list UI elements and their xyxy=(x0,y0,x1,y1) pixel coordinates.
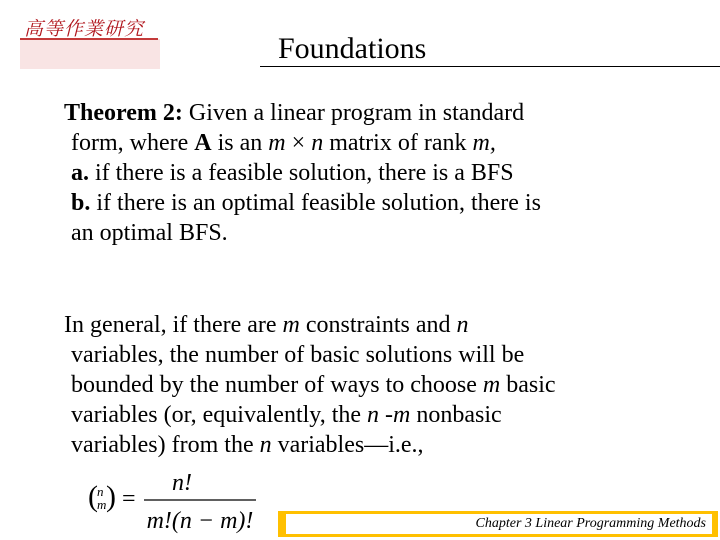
theorem-line-2 xyxy=(64,128,664,158)
page-title: Foundations xyxy=(278,32,427,65)
var-m: m, xyxy=(472,130,496,156)
fraction-denominator: m!(n − m)! xyxy=(146,508,254,534)
part-a-text: if there is a feasible solution, there is a BFS xyxy=(89,160,514,186)
matrix-symbol: A xyxy=(194,130,212,156)
theorem-text: matrix of rank xyxy=(323,130,473,156)
binomial-bottom: m xyxy=(97,497,107,512)
theorem-text: form, where xyxy=(71,130,195,156)
var-n: n xyxy=(311,130,324,156)
var-n: n xyxy=(259,432,272,458)
theorem-text: is an xyxy=(211,130,269,156)
general-line-2: variables, the number of basic solutions will be xyxy=(71,342,525,368)
title-rule xyxy=(260,66,720,67)
times-symbol: × xyxy=(285,130,312,156)
general-text: - xyxy=(379,402,394,428)
footer-bar xyxy=(278,511,718,537)
logo: 高等作業研究 xyxy=(24,18,145,40)
general-text: constraints and xyxy=(299,312,457,338)
footer-label: Chapter 3 Linear Programming Methods xyxy=(286,514,712,534)
theorem-part-a xyxy=(64,158,664,188)
theorem-block xyxy=(64,98,664,248)
general-text: variables—i.e., xyxy=(271,432,424,458)
binomial-formula xyxy=(88,466,268,536)
fraction-numerator: n! xyxy=(172,470,192,496)
general-text: variables) from the xyxy=(71,432,260,458)
equals-sign: = xyxy=(122,486,136,512)
part-a-label: a. xyxy=(71,160,89,186)
general-text: In general, if there are xyxy=(64,312,283,338)
general-block xyxy=(64,310,664,460)
general-line-1 xyxy=(64,310,664,340)
binomial-paren-right: ) xyxy=(106,480,116,513)
general-text: nonbasic xyxy=(410,402,502,428)
var-m: m xyxy=(268,130,286,156)
theorem-part-b xyxy=(64,188,664,218)
general-text: basic xyxy=(500,372,556,398)
binomial-top: n xyxy=(97,484,104,499)
binomial-paren-left: ( xyxy=(88,480,98,513)
part-b-text: if there is an optimal feasible solution, there is xyxy=(90,190,541,216)
var-n: n xyxy=(367,402,380,428)
general-line-3 xyxy=(64,370,664,400)
general-text: bounded by the number of ways to choose xyxy=(71,372,483,398)
var-n: n xyxy=(456,312,469,338)
theorem-part-b-cont: an optimal BFS. xyxy=(71,220,228,246)
general-line-4 xyxy=(64,400,664,430)
theorem-line-1 xyxy=(64,98,664,128)
theorem-text: Given a linear program in standard xyxy=(182,100,525,126)
general-line-5 xyxy=(64,430,664,460)
theorem-heading: Theorem 2: xyxy=(64,100,183,126)
part-b-label: b. xyxy=(71,190,91,216)
var-m: m xyxy=(282,312,300,338)
logo-highlight xyxy=(20,39,160,69)
var-m: m xyxy=(393,402,411,428)
general-text: variables (or, equivalently, the xyxy=(71,402,368,428)
var-m: m xyxy=(482,372,501,398)
